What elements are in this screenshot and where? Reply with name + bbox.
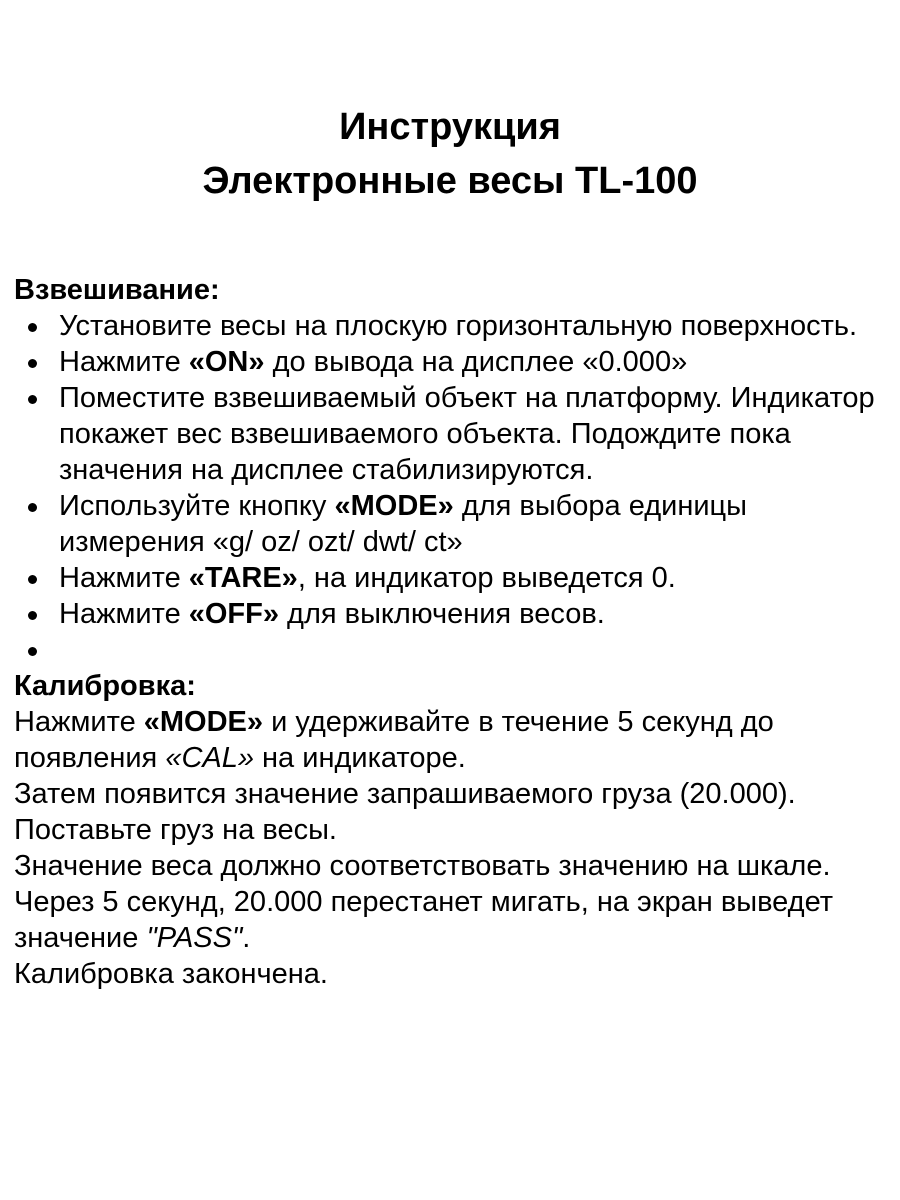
calibration-paragraph-2: Затем появится значение запрашиваемого груза (20.000). [14,778,796,810]
calibration-text: Нажмите [14,706,144,738]
bullet-icon [28,503,37,512]
page-title [0,100,900,208]
step-text: Нажмите [59,598,189,630]
calibration-paragraph-3: Поставьте груз на весы. [14,814,337,846]
list-item-empty [14,632,890,668]
bullet-icon [28,647,37,656]
instruction-body [14,272,890,992]
key-label-on: «ON» [188,346,265,378]
calibration-heading: Калибровка: [14,670,196,702]
step-text: Установите весы на плоскую горизонтальную поверхность. [59,310,858,342]
calibration-paragraph-5 [14,884,890,956]
bullet-icon [28,611,37,620]
step-text: , на индикатор выведется 0. [297,562,676,594]
step-text: Нажмите [59,346,189,378]
calibration-text: Через 5 секунд, 20.000 перестанет мигать, на экран выведет значение [14,886,834,954]
display-code-cal: «CAL» [165,742,254,774]
calibration-text: . [242,922,251,954]
step-text: для выключения весов. [279,598,605,630]
step-text: до вывода на дисплее «0.000» [264,346,688,378]
weighing-steps-list [14,308,890,668]
weighing-heading: Взвешивание: [14,274,220,306]
display-code-pass: "PASS" [146,922,243,954]
list-item [14,596,890,632]
key-label-off: «OFF» [188,598,279,630]
title-line-1: Инструкция [339,106,561,148]
calibration-paragraph-1 [14,704,890,776]
list-item [14,308,890,344]
step-text: Поместите взвешиваемый объект на платформу. Индикатор покажет вес взвешиваемого объекта. Подождите пока значения на дисплее стабилизируются. [59,382,875,486]
title-line-2: Электронные весы TL-100 [202,160,698,202]
calibration-paragraph-6: Калибровка закончена. [14,958,328,990]
calibration-text: на индикаторе. [253,742,466,774]
step-text: Нажмите [59,562,189,594]
step-text: для выбора единицы измерения «g/ oz/ ozt/ dwt/ ct» [59,490,748,558]
bullet-icon [28,575,37,584]
step-text: Используйте кнопку [59,490,335,522]
calibration-text: и удерживайте в течение 5 секунд до появления [14,706,774,774]
key-label-mode: «MODE» [143,706,264,738]
key-label-tare: «TARE» [188,562,298,594]
list-item [14,488,890,560]
list-item [14,380,890,488]
bullet-icon [28,359,37,368]
list-item [14,560,890,596]
key-label-mode: «MODE» [334,490,454,522]
bullet-icon [28,323,37,332]
calibration-paragraph-4: Значение веса должно соответствовать значению на шкале. [14,850,831,882]
list-item [14,344,890,380]
bullet-icon [28,395,37,404]
